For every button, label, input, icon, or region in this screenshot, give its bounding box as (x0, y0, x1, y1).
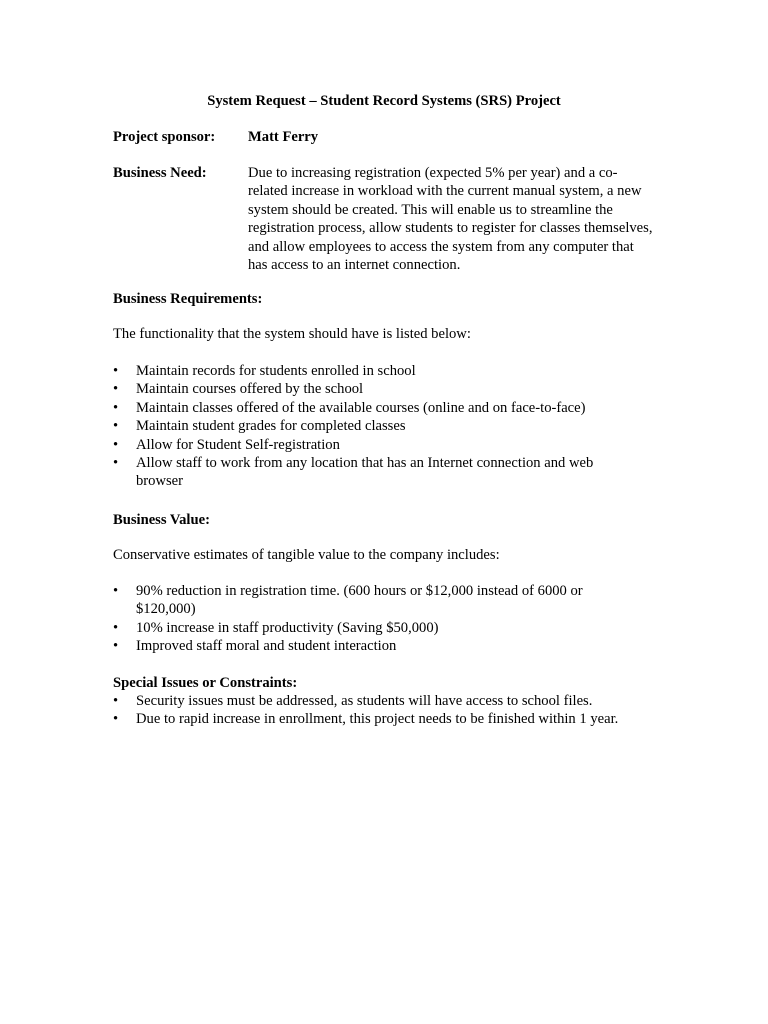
list-item (113, 454, 603, 491)
list-item (113, 619, 613, 637)
value-intro: Conservative estimates of tangible value to the company includes: (113, 547, 500, 563)
list-item-text: Security issues must be addressed, as students will have access to school files. (136, 693, 593, 709)
document-title: System Request – Student Record Systems (SRS) Project (207, 93, 561, 109)
bullet-icon: • (113, 693, 119, 709)
list-item-text: Allow staff to work from any location that has an Internet connection and web browser (136, 455, 594, 490)
bullet-icon: • (113, 619, 119, 636)
list-item (113, 362, 603, 380)
constraints-list (113, 692, 673, 729)
bullet-icon: • (113, 363, 119, 379)
sponsor-label: Project sponsor: (113, 129, 216, 145)
list-item-text: 90% reduction in registration time. (600 hours or $12,000 instead of 6000 or $120,000) (136, 583, 583, 618)
list-item-text: Maintain student grades for completed classes (136, 418, 406, 435)
list-item (113, 692, 673, 710)
list-item-text: Maintain classes offered of the available courses (online and on face-to-face) (136, 399, 586, 416)
list-item (113, 399, 603, 417)
constraints-heading: Special Issues or Constraints: (113, 675, 298, 691)
requirements-list (113, 362, 603, 491)
bullet-icon: • (113, 638, 119, 655)
bullet-icon: • (113, 711, 119, 728)
list-item-text: Improved staff moral and student interaction (136, 638, 397, 655)
list-item (113, 710, 673, 728)
list-item-text: Maintain records for students enrolled in school (136, 363, 416, 379)
list-item (113, 582, 613, 619)
bullet-icon: • (113, 583, 119, 599)
requirements-heading: Business Requirements: (113, 291, 263, 307)
bullet-icon: • (113, 455, 119, 472)
business-need-text: Due to increasing registration (expected 5% per year) and a co-related increase in workload with the current manual system, a new system should be created. This will enable us to streamline the registration process, allow students to register for classes themselves, and allow employees to access the system from any computer that has access to an internet connection. (248, 165, 653, 274)
list-item (113, 637, 613, 655)
bullet-icon: • (113, 381, 119, 398)
business-need-label: Business Need: (113, 165, 207, 181)
sponsor-value: Matt Ferry (248, 129, 319, 145)
list-item (113, 380, 603, 398)
list-item-text: Due to rapid increase in enrollment, this project needs to be finished within 1 year. (136, 711, 619, 728)
list-item (113, 417, 603, 435)
list-item (113, 436, 603, 454)
list-item-text: Maintain courses offered by the school (136, 381, 364, 398)
requirements-intro: The functionality that the system should have is listed below: (113, 326, 471, 342)
list-item-text: 10% increase in staff productivity (Saving $50,000) (136, 619, 439, 636)
bullet-icon: • (113, 399, 119, 416)
value-heading: Business Value: (113, 512, 210, 528)
bullet-icon: • (113, 436, 119, 453)
list-item-text: Allow for Student Self-registration (136, 436, 340, 453)
bullet-icon: • (113, 418, 119, 435)
value-list (113, 582, 613, 656)
